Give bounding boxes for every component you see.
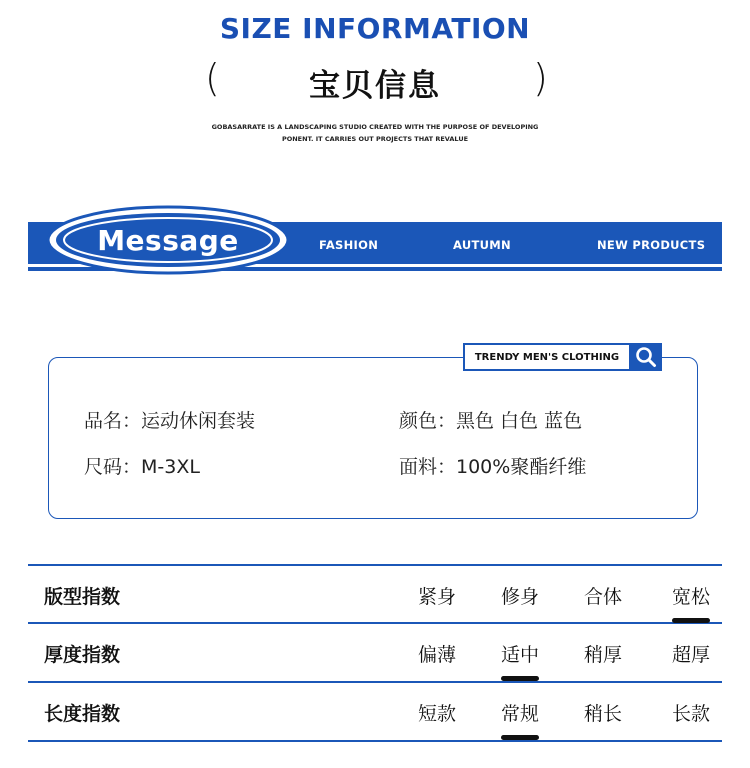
index-option: 常规 bbox=[500, 703, 539, 725]
index-option: 修身 bbox=[500, 586, 539, 608]
product-fabric: 面料：100%聚酯纤维 bbox=[399, 456, 587, 478]
index-option: 长款 bbox=[671, 703, 710, 725]
card-tag-label: TRENDY MEN'S CLOTHING bbox=[474, 351, 620, 363]
divider bbox=[28, 564, 722, 566]
nav-item-new-products[interactable]: NEW PRODUCTS bbox=[597, 238, 706, 252]
tagline-line-2: PONENT. IT CARRIES OUT PROJECTS THAT REVALUE bbox=[281, 135, 469, 143]
index-option: 短款 bbox=[417, 703, 456, 725]
selected-indicator bbox=[501, 735, 539, 740]
search-icon[interactable] bbox=[629, 343, 662, 371]
section-title: SIZE INFORMATION bbox=[219, 12, 531, 45]
index-option: 合体 bbox=[583, 586, 622, 608]
nav-item-autumn[interactable]: AUTUMN bbox=[453, 238, 511, 252]
index-row-label: 长度指数 bbox=[44, 703, 121, 725]
product-color: 颜色：黑色 白色 蓝色 bbox=[399, 410, 583, 432]
card-tag bbox=[463, 343, 631, 371]
tagline-line-1: GOBASARRATE IS A LANDSCAPING STUDIO CREATED WITH THE PURPOSE OF DEVELOPING bbox=[211, 123, 539, 131]
index-option: 宽松 bbox=[671, 586, 710, 608]
index-option: 稍长 bbox=[583, 703, 622, 725]
product-size: 尺码：M-3XL bbox=[84, 456, 200, 478]
search-icon-glyph bbox=[635, 346, 657, 368]
index-option: 适中 bbox=[500, 644, 539, 666]
selected-indicator bbox=[501, 676, 539, 681]
index-option: 紧身 bbox=[417, 586, 456, 608]
divider bbox=[28, 740, 722, 742]
divider bbox=[28, 622, 722, 624]
index-row-label: 厚度指数 bbox=[44, 644, 121, 666]
message-logo-text: Message bbox=[97, 224, 239, 257]
divider bbox=[28, 681, 722, 683]
nav-item-fashion[interactable]: FASHION bbox=[319, 238, 379, 252]
product-info-card bbox=[48, 357, 698, 519]
open-parenthesis: ( bbox=[205, 56, 220, 100]
tagline bbox=[0, 121, 750, 145]
index-option: 稍厚 bbox=[583, 644, 622, 666]
index-option: 超厚 bbox=[671, 644, 710, 666]
section-subtitle: 宝贝信息 bbox=[309, 68, 441, 104]
close-parenthesis: ) bbox=[533, 56, 548, 100]
index-row-label: 版型指数 bbox=[44, 586, 121, 608]
selected-indicator bbox=[672, 618, 710, 623]
product-name: 品名：运动休闲套装 bbox=[84, 410, 256, 432]
index-option: 偏薄 bbox=[417, 644, 456, 666]
